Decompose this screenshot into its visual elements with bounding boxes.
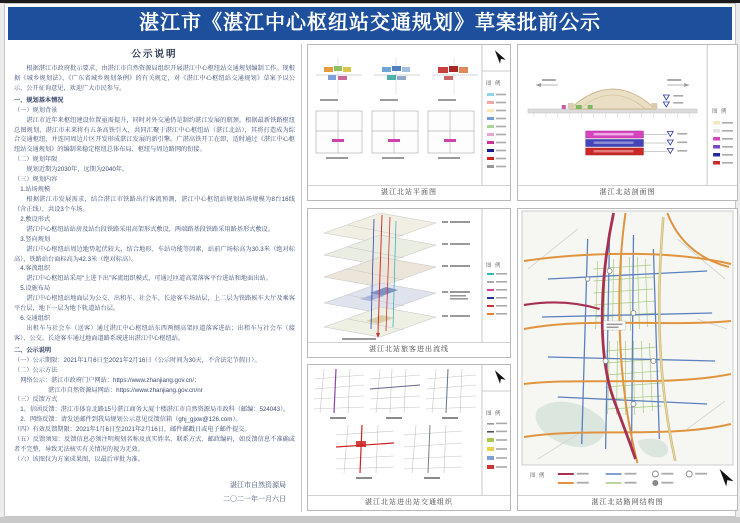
page-bottom-edge — [0, 517, 740, 523]
station-section-drawing — [518, 45, 737, 186]
mini-map-labels — [330, 417, 458, 479]
notice-subheading: （五）反馈须知：反馈信息必须注明规划名称及真实姓名、联系方式、邮政编码，如反馈信息不准确或者不完整，导致无法核实有关情况的视为无效。 — [14, 436, 295, 454]
notice-paragraph: 根据湛江市政府批示要求，由湛江市自然资源局组织开展湛江中心枢纽站交通规划编制工作。现根据《城乡规划法》、《广东省城乡规划条例》的有关规定，对《湛江中心枢纽站交通规划》草案予以公示，公开征询意见，欢迎广大市民参与。 — [14, 65, 295, 92]
panel-circulation — [307, 364, 511, 511]
plan-thumb-2 — [374, 57, 420, 101]
plan-thumb-5 — [372, 111, 418, 159]
notice-paragraph: 湛江中心枢纽站地面层为公交、出租车、社会车、长途客车场站层，上二层为铁路候车大厅及乘客平台层，地下一层为地下轨道站台层。 — [14, 295, 295, 313]
section-level-bars — [586, 131, 688, 155]
notice-subheading: （一）公示期限：2021年1月6日至2021年2月16日（公示时间为30天，不含法定节假日）。 — [14, 356, 261, 364]
notice-paragraph: 网络公示：湛江市政府门户网站：https://www.zhanjiang.gov.cn/； — [20, 376, 201, 384]
plan-thumb-3 — [432, 57, 478, 101]
signature-org: 湛江市自然资源局 — [230, 482, 286, 490]
notice-subheading: （六）该图仅为方案成果图，以最后审批为准。 — [14, 455, 144, 463]
section-structure — [528, 79, 697, 117]
notice-subheading: （二）规划年限 — [14, 156, 58, 164]
panel-road-network — [517, 208, 738, 511]
notice-paragraph: 根据湛江市发展需求，结合湛江市铁路出行客流预测，湛江中心枢纽站规划站场规模为8台16线（含正线），共设3个车场。 — [14, 195, 295, 213]
compass-icon — [716, 466, 734, 486]
notice-section-heading: 二、公示说明 — [14, 346, 52, 354]
mini-map-grids — [314, 369, 476, 473]
plan-thumb-6 — [428, 111, 474, 159]
column-divider — [301, 44, 302, 512]
circulation-svg — [308, 365, 510, 495]
circulation-legend-swatches — [487, 423, 507, 469]
compass-icon — [492, 48, 506, 63]
network-caption: 湛江北站路网结构图 — [591, 499, 664, 506]
notice-subheading: （三）反馈方式 — [14, 396, 58, 404]
compass-icon — [492, 368, 506, 383]
signature-block — [223, 479, 286, 506]
plan-thumb-4 — [316, 111, 362, 159]
notice-paragraph: 湛江中心枢纽站周边地势起伏较大，结合地形、车站功能等因素，站前广场标高为30.3米（绝对标高），铁路站台面标高为42.3米（绝对标高）。 — [14, 245, 295, 263]
flow-caption: 湛江北站旅客进出流线 — [369, 346, 449, 353]
circulation-drawing — [308, 365, 510, 496]
notice-item-heading: 4.客流组织 — [20, 265, 51, 273]
panel-passenger-flow — [307, 208, 511, 358]
notice-paragraph: 2、网络反馈：请发送邮件到我局规划公示意见反馈信箱（ghj_gjxw@126.com）。 — [20, 416, 242, 424]
flow-legend-title: 图 例 — [486, 263, 502, 269]
station-plan-drawing — [308, 45, 510, 186]
notice-item-heading: 3.竖向规划 — [20, 235, 51, 243]
plan-thumb-1 — [316, 57, 362, 101]
circulation-legend-title: 图 例 — [486, 411, 502, 417]
notice-item-heading: 5.设施布局 — [20, 285, 51, 293]
station-plan-svg — [308, 45, 510, 185]
panel-station-plan — [307, 44, 511, 201]
notice-paragraph: 湛江市近年来枢纽建设位置亟需提升，同时对外交通仍是制约湛江发展的瓶颈。根据最新铁路枢纽总图规划，湛江市未来将有五条高铁引入，共同汇聚于湛江中心枢纽站（湛江北站），其将打造成为综合交通枢纽，并连同周边片区开发形成湛江发展的新引擎。广湛高铁开工在即，适时通过《湛江中心枢纽站交通规划》的编制来稳定枢纽总体布局、枢纽与周边路网的衔接。 — [14, 116, 295, 154]
notice-item-heading: 6.交通组织 — [20, 315, 51, 323]
poster-sheet — [4, 3, 736, 517]
notice-heading: 公示说明 — [131, 49, 178, 60]
section-caption: 湛江北站剖面图 — [599, 189, 656, 196]
road-network-drawing — [518, 209, 737, 496]
plan-caption: 湛江北站平面图 — [381, 189, 437, 196]
passenger-flow-svg — [308, 209, 510, 342]
notice-item-heading: 1.站场规模 — [20, 186, 51, 194]
notice-text-column — [11, 44, 298, 512]
section-legend-swatches — [713, 121, 733, 165]
notice-section-heading: 一、规划基本情况 — [14, 96, 64, 104]
road-network-svg — [518, 209, 737, 495]
plan-legend-swatches — [487, 93, 506, 168]
notice-paragraph: 湛江中心枢纽站采用“上进下出”客流组织模式，可通过匝道高架落客平台进站和地面出站。 — [26, 275, 272, 283]
network-legend — [558, 471, 707, 486]
notice-paragraph: 1、信函反馈：湛江市体育北路15号湛江商务大厦十楼湛江市自然资源局市政科（邮编：524043）。 — [20, 406, 290, 414]
circulation-caption: 湛江北站进出站交通组织 — [365, 499, 453, 506]
notice-paragraph: 规划近期为2030年，远期为2040年。 — [26, 166, 129, 174]
plan-legend-title: 图 例 — [486, 81, 502, 87]
notice-paragraph: 出租车与社会车（送客）通过湛江中心枢纽站东西两侧高架匝道落客进站；出租车与社会车（接客）、公交、长途客车通过地面道路系统进出湛江中心枢纽站。 — [14, 324, 295, 342]
passenger-flow-drawing — [308, 209, 510, 343]
notice-subheading: （二）公示方法 — [14, 366, 58, 374]
station-section-svg — [518, 45, 737, 185]
notice-paragraph: 湛江中心枢纽站站房及站台段铁路采用高架形式敷设，两端路基段铁路采用路基形式敷设。 — [26, 225, 274, 233]
signature-date: 二〇二一年一月六日 — [223, 495, 286, 503]
flow-legend-swatches — [487, 273, 507, 315]
page-title: 湛江市《湛江中心枢纽站交通规划》草案批前公示 — [139, 12, 601, 34]
station-label-box — [604, 321, 626, 330]
panel-station-section — [517, 44, 738, 201]
title-banner — [8, 7, 732, 40]
network-legend-title: 图 例 — [530, 473, 546, 479]
notice-subheading: （三）规划内容 — [14, 176, 58, 184]
section-legend-title: 图 例 — [712, 109, 728, 115]
notice-paragraph: 湛江市自然资源局网站：https://www.zhanjiang.gov.cn/nr — [48, 386, 203, 394]
notice-item-heading: 2.敷设形式 — [20, 215, 51, 223]
notice-subheading: （四）有效反馈期限：2021年1月6日至2021年2月16日，邮件邮戳日或电子邮件提交。 — [14, 426, 251, 434]
notice-subheading: （一）规划背景 — [14, 106, 58, 114]
